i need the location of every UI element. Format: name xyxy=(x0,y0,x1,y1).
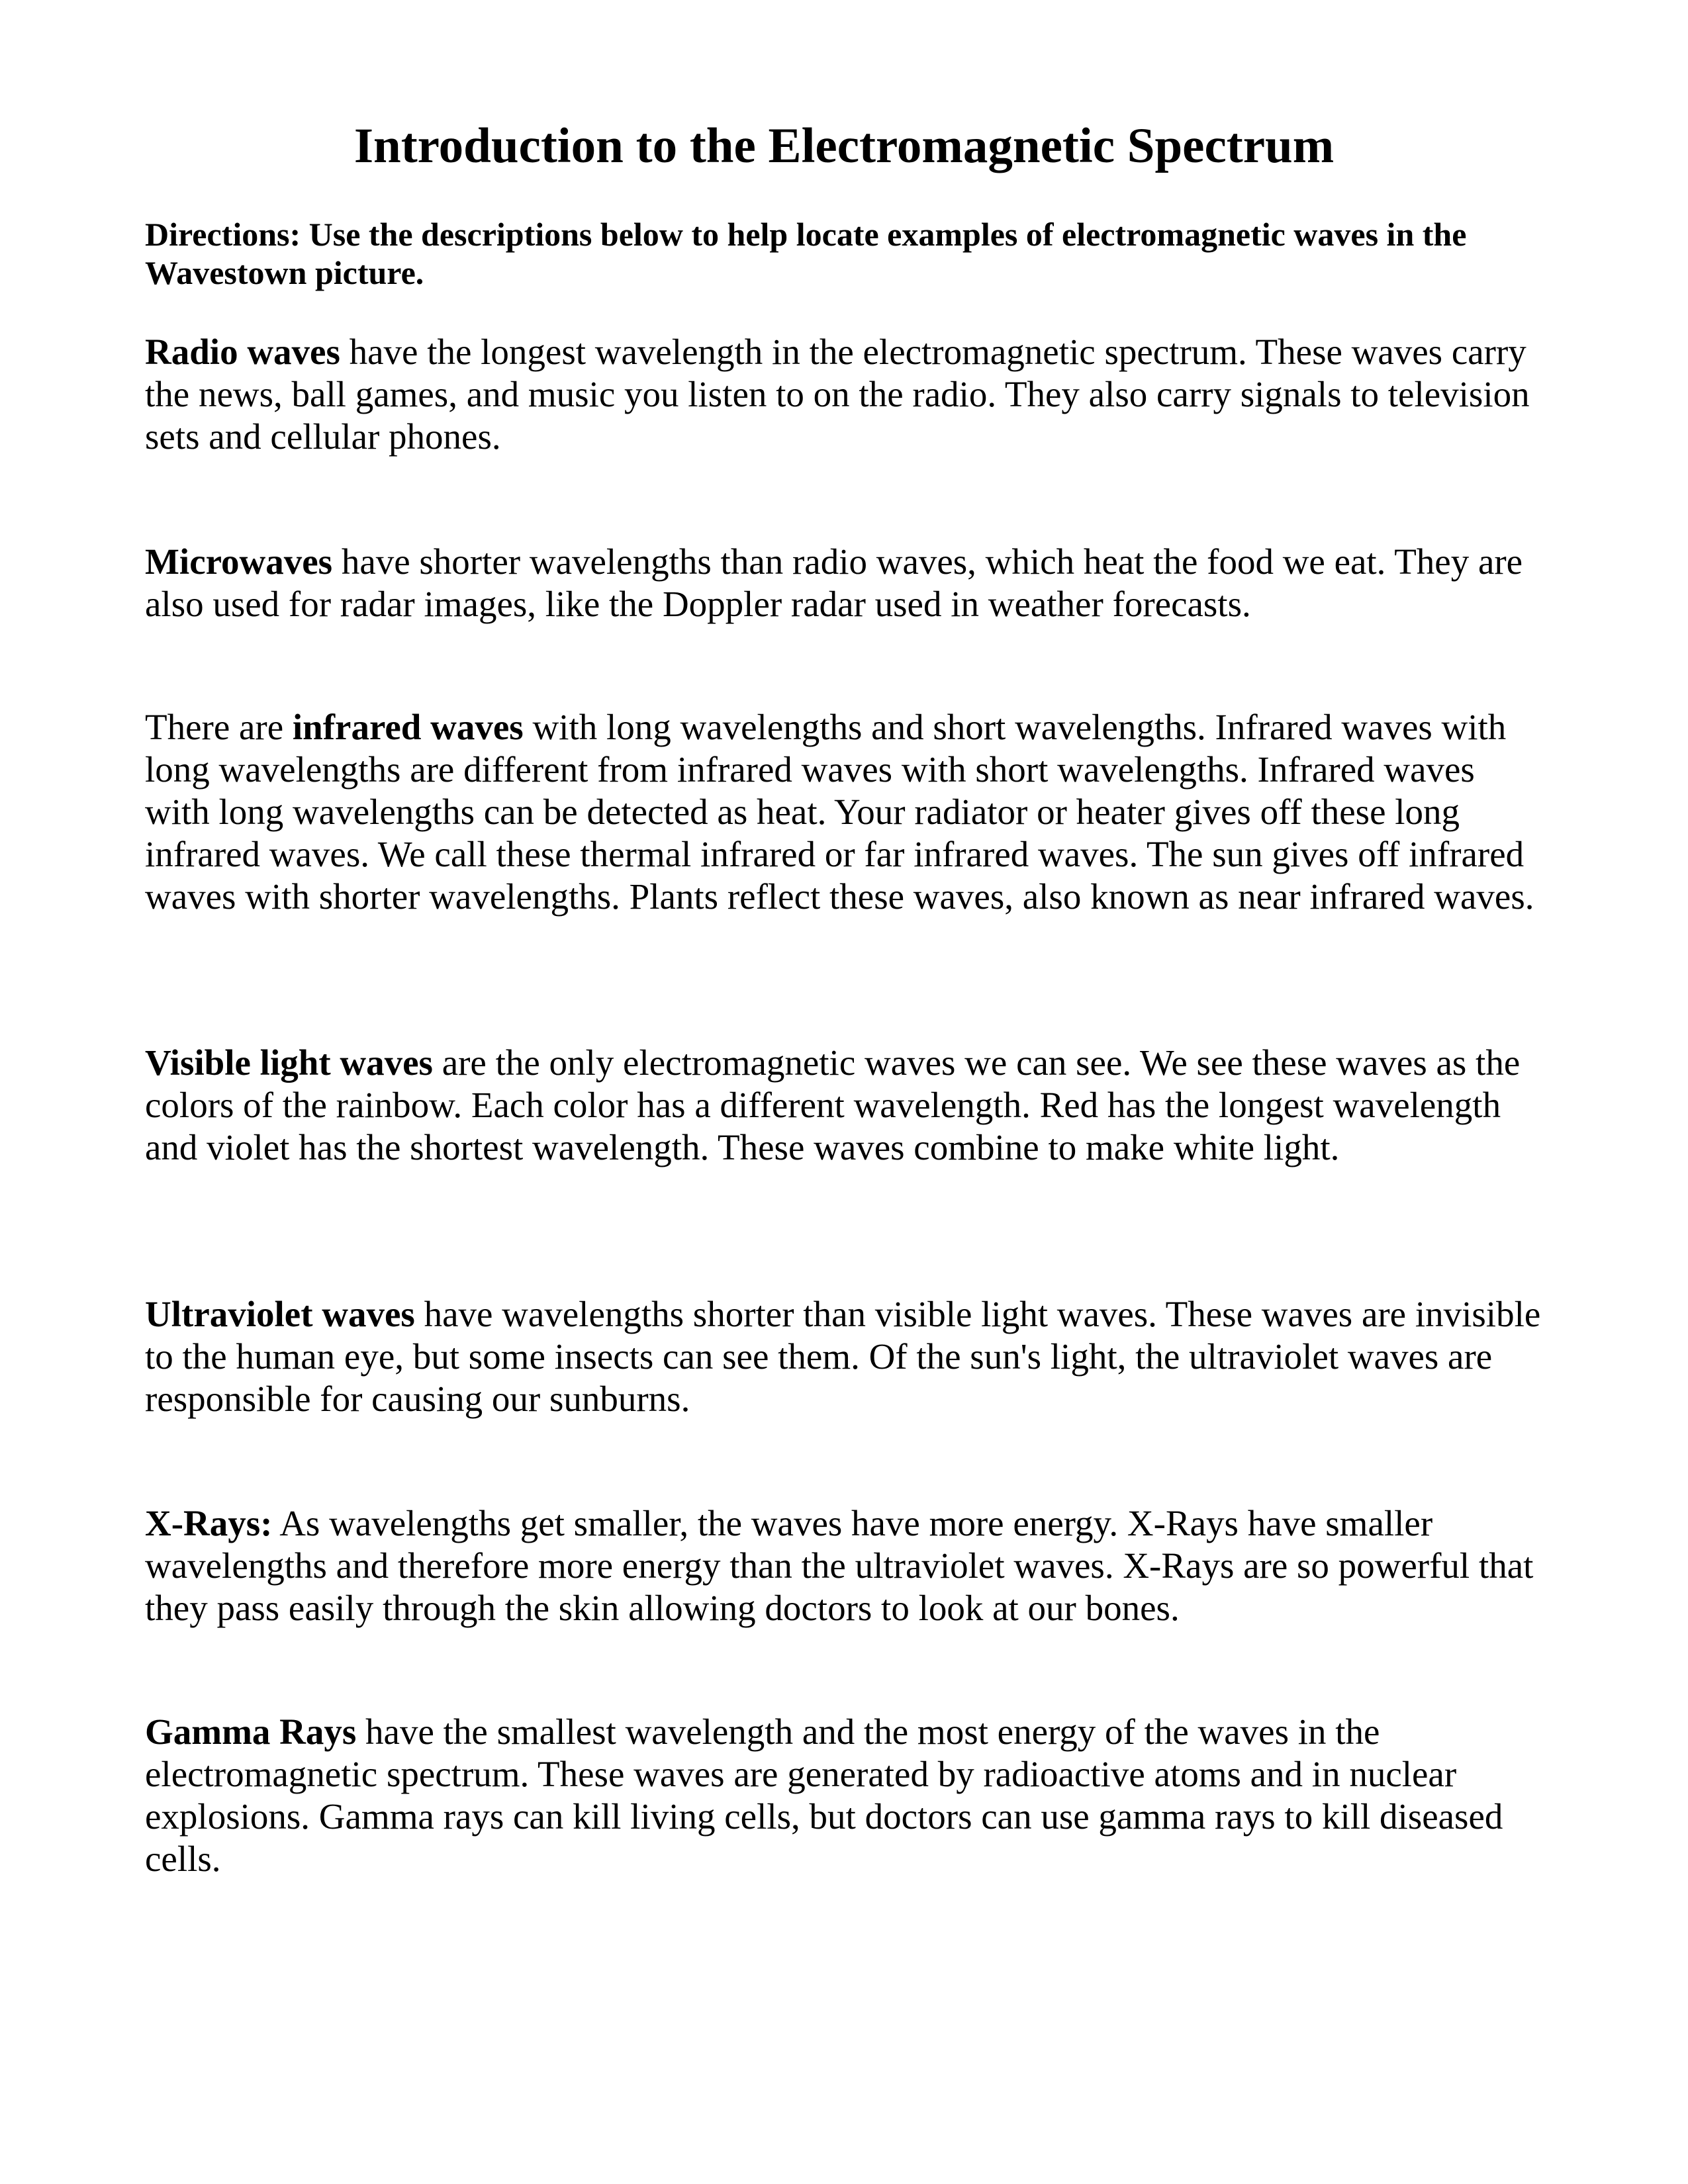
paragraph-radio-waves xyxy=(145,331,1548,458)
term-infrared-waves: infrared waves xyxy=(292,707,524,747)
term-ultraviolet-waves: Ultraviolet waves xyxy=(145,1294,415,1334)
paragraph-body: have the smallest wavelength and the most energy of the waves in the electromagnetic spectrum. These waves are generated by radioactive atoms and in nuclear explosions. Gamma rays can kill living cells, but doctors can use gamma rays to kill diseased cells. xyxy=(145,1711,1503,1879)
term-visible-light-waves: Visible light waves xyxy=(145,1042,433,1083)
paragraph-body: As wavelengths get smaller, the waves have more energy. X-Rays have smaller wavelengths and therefore more energy than the ultraviolet waves. X-Rays are so powerful that they pass easily through the skin allowing doctors to look at our bones. xyxy=(145,1503,1534,1628)
paragraph-microwaves xyxy=(145,541,1548,625)
paragraph-ultraviolet-waves xyxy=(145,1293,1548,1420)
paragraph-body: with long wavelengths and short wavelengths. Infrared waves with long wavelengths are different from infrared waves with short wavelengths. Infrared waves with long wavelengths can be detected as heat. Your radiator or heater gives off these long infrared waves. We call these thermal infrared or far infrared waves. The sun gives off infrared waves with shorter wavelengths. Plants reflect these waves, also known as near infrared waves. xyxy=(145,707,1534,917)
paragraph-gamma-rays xyxy=(145,1711,1548,1880)
paragraph-body: have shorter wavelengths than radio waves, which heat the food we eat. They are also used for radar images, like the Doppler radar used in weather forecasts. xyxy=(145,541,1523,624)
paragraph-visible-light-waves xyxy=(145,1042,1548,1169)
term-microwaves: Microwaves xyxy=(145,541,333,582)
paragraph-body: have the longest wavelength in the electromagnetic spectrum. These waves carry the news, ball games, and music you listen to on the radio. They also carry signals to television sets and cellular phones. xyxy=(145,332,1530,457)
term-radio-waves: Radio waves xyxy=(145,332,340,372)
paragraph-infrared-waves xyxy=(145,706,1548,918)
paragraph-x-rays xyxy=(145,1502,1548,1629)
term-gamma-rays: Gamma Rays xyxy=(145,1711,357,1752)
paragraph-body: have wavelengths shorter than visible light waves. These waves are invisible to the human eye, but some insects can see them. Of the sun's light, the ultraviolet waves are responsible for causing our sunburns. xyxy=(145,1294,1541,1419)
page-title: Introduction to the Electromagnetic Spectrum xyxy=(353,118,1335,173)
paragraph-prefix: There are xyxy=(145,707,293,747)
paragraph-body: are the only electromagnetic waves we can see. We see these waves as the colors of the rainbow. Each color has a different wavelength. Red has the longest wavelength and violet has the shortest wavelength. These waves combine to make white light. xyxy=(145,1042,1521,1167)
directions-text: Directions: Use the descriptions below to help locate examples of electromagnetic waves in the Wavestown picture. xyxy=(145,216,1467,291)
term-x-rays: X-Rays: xyxy=(145,1503,273,1543)
